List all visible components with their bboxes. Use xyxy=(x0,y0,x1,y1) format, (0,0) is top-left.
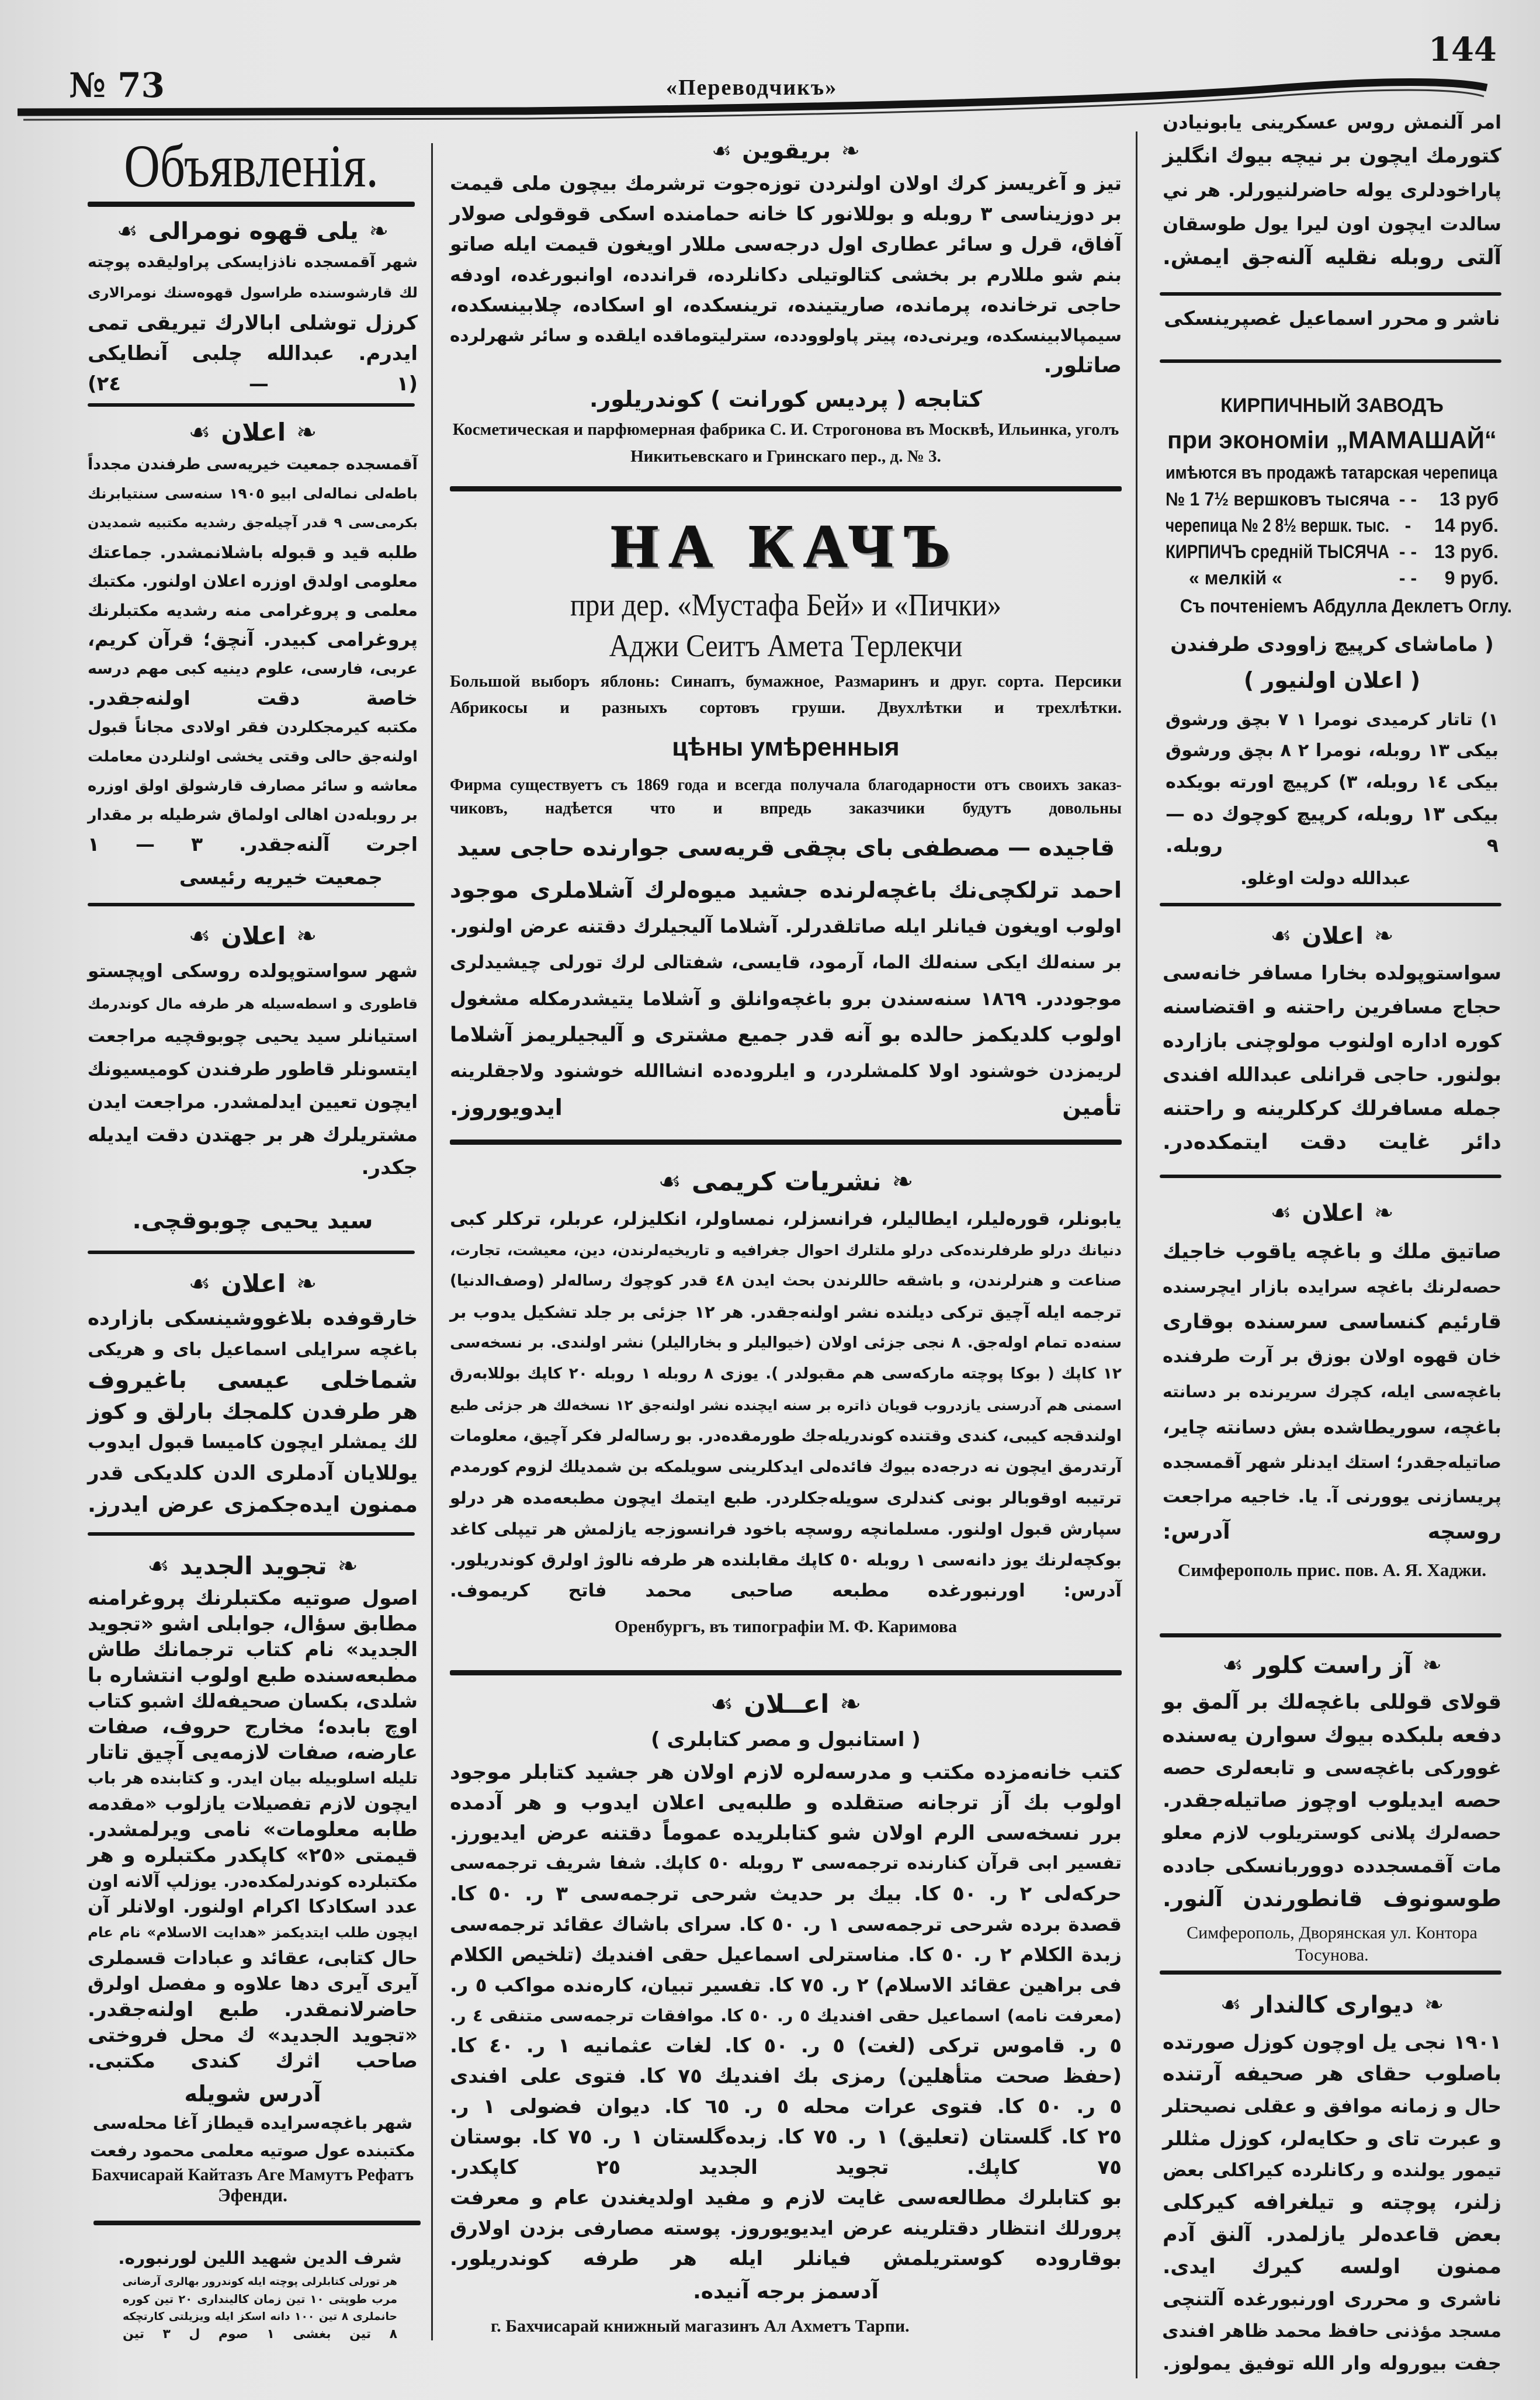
column-divider xyxy=(1136,131,1137,2378)
text-lines xyxy=(88,1585,418,2074)
text-line: ٥ ر. قاموس تركى (لغت) ٥ ر. ٥٠ كا. لغات عثمانيه ١ ر. ٤٠ كا. xyxy=(450,2034,1122,2058)
text-line: «تجويد الجديد» ك محل فروختى xyxy=(88,2024,418,2047)
text-line: مشتريلرك هر بر جهتدن دقت ايديله xyxy=(88,1124,418,1146)
text-lines xyxy=(1163,1922,1501,1966)
text-line: اولوب بك آز ترجانه صتقلده و طلبه‌يى اعلان ايدوب و هر آدمده xyxy=(450,1791,1122,1814)
text-line: (١ — ٢٤) xyxy=(88,372,418,396)
text-line: امر آلنمش روس عسكرينى يابونيادن xyxy=(1163,111,1501,133)
price-item: КИРПИЧЪ средній ТЫСЯЧА xyxy=(1166,541,1389,562)
ad-brick-factory xyxy=(1166,390,1512,896)
text-lines xyxy=(88,1303,418,1520)
text-lines xyxy=(88,2109,418,2165)
text-line: آقمسجده جمعيت خيريه‌سى طرفندن مجدداً xyxy=(88,455,418,473)
text-line: آفاق، قرل و سائر عطارى اول درجه‌سى مللار اويغون قيمت ايله صاتو xyxy=(450,233,1122,255)
ad-signature-line xyxy=(1166,591,1512,621)
text-line: اولوب اويغون فيانلر ايله صاتلقدرلر. آشلاما آليجيلرك دقتنه عرض اولنور. xyxy=(450,915,1122,937)
ad-garden-plots xyxy=(1163,1645,1501,1966)
ornament-icon: ☙ xyxy=(1270,1200,1292,1227)
ad-subheading: ( استانبول و مصر كتابلرى ) xyxy=(651,1728,921,1751)
text-line: ترتيبه اوقوبالر بونى كندلرى سويله‌جكلردر. طبع ايتمك ايچون مطبعه‌مده هر درلو xyxy=(450,1488,1122,1508)
text-line: مرب طوپتى ١٠ تين زمان كاليندارى ٢٠ تين كوره xyxy=(123,2292,398,2306)
text-line: مكتبنده عول صوتيه معلمى محمود رفعت xyxy=(90,2141,415,2160)
ornament-icon: ☙ xyxy=(188,1269,211,1298)
ornament-icon: ❧ xyxy=(296,1269,317,1298)
text-line: لك قارشوسنده طراسول قهوه‌سنك نومرالارى xyxy=(88,284,418,301)
text-line: تيز و آغريسز كرك اولان اولنردن توزه‌جوت ترشرمك بيچون ملى قيمت xyxy=(450,172,1122,195)
text-line: شهر آقمسجده ناذزايسكى پراوليقده پوچته xyxy=(88,253,418,271)
ad-heading: اعــلان xyxy=(744,1689,830,1719)
ad-estate: при экономіи „МАМАШАЙ“ xyxy=(1167,426,1497,453)
newspaper-title: «Переводчикъ» xyxy=(666,75,838,100)
price-item-cell xyxy=(1166,541,1390,563)
ad-heading: اعلان xyxy=(1302,923,1364,950)
text-line: معاشه و سائر مصارف قارشولق اولق اوزره xyxy=(88,777,418,795)
text-line: حاضرلانمقدر. طبع اولنه‌جقدر. xyxy=(88,1998,418,2021)
ad-nursery-nakach xyxy=(450,508,1122,1125)
text-line: سنه‌ده تمام اوله‌جق. ٨ نجى جزئى اولان (خيواليلر و بخاراليلر) نشر اولندى. بر نسخه‌سى xyxy=(450,1334,1122,1352)
text-line: كتب خانه‌مزده مكتب و مدرسه‌لره لازم اولان هر جشيد كتابلر موجود xyxy=(450,1761,1122,1784)
text-line: احمد ترلكچى‌نك باغچه‌لرنده جشيد ميوه‌لرك آشلاملرى موجود xyxy=(450,877,1122,903)
text-line: مطبعه‌سنده طبع اولوب انتشاره با xyxy=(88,1664,418,1687)
text-line: شهر سواستوپولده روسكى اوپچستو xyxy=(88,961,418,982)
ornament-icon: ❧ xyxy=(840,1689,862,1719)
text-line: حصه‌لرك پلانى كوستريلوب لازم معلو xyxy=(1163,1823,1501,1844)
text-line: پريسازنى يوورنى آ. يا. خاجيه مراجعت xyxy=(1163,1487,1501,1507)
divider xyxy=(1160,1175,1501,1178)
text-lines xyxy=(450,774,1122,820)
price-value: 13 руб xyxy=(1439,489,1499,510)
ornament-icon: ☙ xyxy=(658,1167,681,1197)
ad-intro: имѣются въ продажѣ татарская черепица xyxy=(1166,462,1497,483)
text-line: دائر غايت دقت ايتمكده‌در. xyxy=(1163,1130,1501,1154)
divider xyxy=(88,403,415,407)
text-line: ايدرم. عبدالله چلبى آنطايكى xyxy=(88,342,418,365)
text-line: استيانلر سيد يحيى چوبوقچيه مراجعت xyxy=(88,1026,418,1047)
text-line: شلدى، بكسان صحيفه‌لك اشبو كتاب xyxy=(87,1690,418,1712)
ad-property-sale xyxy=(1163,1192,1501,1591)
text-line: بكرمى‌سى ٩ قدر آچيله‌جق رشديه مكتبيه شمديدن xyxy=(88,515,418,531)
text-line: كرزل توشلى ابالارك تيريقى تمى xyxy=(88,311,418,335)
ad-signature: سيد يحيى چوبوقچى. xyxy=(132,1207,373,1234)
text-line: حصه‌لرنك باغچه سرايده بازار ايچرسنده xyxy=(1163,1277,1501,1297)
stamp-title: شرف الدين شهيد اللين لورنبوره. xyxy=(118,2248,402,2269)
price-row xyxy=(1166,512,1499,539)
ornament-icon: ❧ xyxy=(841,138,860,164)
text-line: بوكچه‌لرنك يوز دانه‌سى ١ روبله ٥٠ كاپك مقابلنده هر طرفه نالوژ اولرق كوندريلور. xyxy=(450,1550,1122,1570)
ornament-icon: ❧ xyxy=(296,921,317,950)
ornament-icon: ☙ xyxy=(1270,923,1292,950)
text-line: معلمى و پروغرامى منه رشديه مكتبلرنك xyxy=(88,601,418,620)
text-line: ممنون اولسه كيرك ايدى. xyxy=(1163,2255,1501,2278)
text-lines xyxy=(88,2165,418,2205)
price-row xyxy=(1166,539,1499,565)
text-line: ٧٥ كاپك. تجويد الجديد ٢٥ كاپكدر. xyxy=(450,2156,1122,2179)
price-dash: - xyxy=(1404,515,1411,536)
text-line: هر طرفدن كلمجك بارلق و كوز xyxy=(88,1399,418,1424)
prices-note: цѣны умѣренныя xyxy=(672,733,900,761)
text-line: بولنور. حاجى قرانلى عبدالله افندى xyxy=(1163,1063,1501,1086)
text-line: صاتيق ملك و باغچه ياقوب خاجيك xyxy=(1163,1240,1501,1263)
text-lines xyxy=(450,416,1122,470)
divider xyxy=(1160,1633,1501,1637)
text-line: Абрикосы и разныхъ сортовъ груши. Двухлѣтки и трехлѣтки. xyxy=(450,698,1122,717)
text-lines xyxy=(117,2273,403,2343)
text-line: ٥ ر. ٥٠ كا. فتوى عرات محله ٥ ر. ٦٥ كا. ديوان فضولى ١ ر. xyxy=(450,2095,1122,2118)
text-line: اولوب كلديكمز حالده بو آنه قدر جميع مشترى و آليجيلريمز آشلاما xyxy=(450,1023,1122,1047)
text-line: جكدر. xyxy=(361,1156,418,1179)
text-line: بيكى ١٤ روبله، ٣) كرپيچ اورته بويكده xyxy=(1166,772,1499,792)
ornament-icon: ☙ xyxy=(116,217,138,245)
ad-heading: اعلان xyxy=(221,417,286,446)
text-line: صاتيله‌جقدر؛ استك ايدنلر شهر آقمسجده xyxy=(1163,1452,1501,1472)
text-line: آلتى روبله نقليه آلنه‌جق ايمش. xyxy=(1163,245,1501,269)
text-line: قولاى قوللى باغچه‌لك بر آلمق بو xyxy=(1163,1690,1501,1714)
ad-heading: آز راست كلور xyxy=(1253,1652,1412,1679)
text-line: ايچون لازم تفصيلات يازلوب «مقدمه xyxy=(88,1793,418,1814)
ornament-icon: ❧ xyxy=(296,417,317,446)
text-line: طلبه قيد و قبوله باشلانمشدر. جماعتك xyxy=(88,542,418,562)
ad-coffee-numbers xyxy=(88,215,418,399)
text-line: Бахчисарай Кайтазъ Аге Мамутъ Рефатъ xyxy=(91,2166,414,2184)
ad-heading: اعلان xyxy=(221,1269,286,1298)
text-line: دفعه بلبكده بيوك سوارن يه‌سنده xyxy=(1162,1722,1501,1747)
text-line: ١) تاتار كرميدى نومرا ١ ٧ بچق ورشوق xyxy=(1166,709,1499,729)
text-line: باصلوب حقاى هر صحيفه آرتنده xyxy=(1163,2062,1501,2086)
text-line: هر تورلى كتابلرلى پوچته ايله كوندرور بهالرى آرضانى xyxy=(122,2276,397,2288)
divider xyxy=(1160,292,1501,296)
text-lines xyxy=(450,1204,1122,1606)
ad-arabic-heading: ( ماماشاى كرپيچ زاوودى طرفندن xyxy=(1170,633,1494,656)
ad-kharkov-bazaar xyxy=(88,1263,418,1520)
text-line: زبدة الكلام ٢ ر. ٥٠ كا. مناسترلى اسماعيل حقى افنديك (تلخيص الكلام xyxy=(450,1944,1122,1966)
text-line: پرورلك انتظار دقتلرينه عرض ايديويوروز. پوسته مصارفى بزدن اولارق xyxy=(450,2217,1122,2239)
text-line: اوچ بابده؛ مخارج حروف، صفات xyxy=(88,1715,418,1738)
ad-arabic-signature: عبدالله دولت اوغلو. xyxy=(1240,868,1411,889)
text-line: پاراخودلرى يوله حاضرلنيورلر. هر ني xyxy=(1163,179,1501,201)
text-line: حال و زمانه موافق و عقلى نصيحتلر xyxy=(1163,2095,1501,2117)
ad-karimov-publications xyxy=(450,1160,1122,1647)
price-value: 13 руб. xyxy=(1434,541,1499,562)
divider xyxy=(88,1532,415,1536)
text-line: اولندقجه كيبى، كندى وقتنده كوندريله‌جك طورمقده‌در. بو رساله‌لر فكر آچيق، معلومات xyxy=(449,1427,1122,1445)
text-lines xyxy=(1163,2026,1501,2380)
divider xyxy=(450,1140,1122,1145)
ad-intro-line xyxy=(1166,459,1499,486)
text-line: زلنر، پوچته و تيلغرافه كيركلى xyxy=(1163,2191,1501,2214)
text-line: و عبرت تاى و حكايه‌لر، كوزل مثللر xyxy=(1163,2127,1501,2150)
text-lines xyxy=(1166,704,1499,861)
divider xyxy=(450,1670,1122,1675)
price-value: 14 руб. xyxy=(1434,515,1499,536)
text-line: Большой выборъ яблонь: Синапъ, бумажное, Размаринъ и друг. сорта. Персики xyxy=(450,672,1122,691)
news-item xyxy=(1163,105,1501,275)
divider xyxy=(88,202,415,207)
text-line: لك يمشلر ايچون كاميسا قبول ايدوب xyxy=(88,1432,418,1453)
price-item-cell xyxy=(1166,489,1390,510)
text-lines xyxy=(1163,956,1501,1159)
address-heading: آدرس شويله xyxy=(184,2081,321,2107)
text-line: Фирма существуетъ съ 1869 года и всегда получала благодарности отъ своихъ заказ- xyxy=(450,776,1122,794)
text-line: باغچه‌سى ايله، كچرك سريرنده بر دسانته xyxy=(1163,1382,1501,1401)
text-line: لريمزدن خوشنود اولا كلمشلردر، و ايلروده‌ده انشاالله خوشنود ولاجقلرينه xyxy=(450,1061,1122,1082)
price-value: 9 руб. xyxy=(1444,567,1499,588)
ad-title: КИРПИЧНЫЙ ЗАВОДЪ xyxy=(1220,394,1444,417)
ad-charity-school xyxy=(88,414,418,889)
bookseller-stamp xyxy=(117,2244,403,2343)
text-line: آرتدرمق ايچون نه درجه‌ده بيوك فائده‌لى ايدكلرينى سويلمكه بن شمديلك لزوم كورمدم xyxy=(450,1458,1122,1476)
price-item-cell xyxy=(1166,567,1390,589)
text-lines xyxy=(450,168,1122,381)
ad-signature: جمعيت خيريه رئيسى xyxy=(179,866,383,889)
text-line: جمله مسافرلك كركلرينه و راحتنه xyxy=(1163,1097,1501,1120)
text-line: تيمور يولنده و ركانلرده كيراكلى بعض xyxy=(1163,2160,1501,2181)
text-line: ٨ تين بغشى ١ صوم ل ٣ تين xyxy=(123,2327,397,2342)
price-item: « мелкій « xyxy=(1189,567,1282,588)
ornament-icon: ❧ xyxy=(369,217,389,245)
text-line: بيكى ١٣ روبله، نومرا ٢ ٨ بچق ورشوق xyxy=(1166,740,1499,761)
text-line: طابه معلومات» نامى ويرلمشدر. xyxy=(88,1818,418,1841)
ad-bookshop-tarpi xyxy=(450,1686,1122,2343)
divider xyxy=(1160,903,1501,906)
ad-wall-calendar xyxy=(1163,1984,1501,2380)
printer-address: Оренбургъ, въ типографіи М. Ф. Каримова xyxy=(614,1617,958,1636)
text-line: ايچون طلب ايتديكمز «هدايت الاسلام» نام عام xyxy=(88,1924,418,1941)
text-line: ايچون تعيين ايدلمشدر. مراجعت ايدن xyxy=(88,1092,418,1113)
ad-heading: اعلان xyxy=(1302,1200,1364,1227)
text-line: خاصة دقت اولنه‌جقدر. xyxy=(88,687,418,709)
text-line: Симферополь, Дворянская ул. Контора xyxy=(1187,1923,1477,1942)
text-line: برر نسخه‌سى الرم اولان شو كتابلريده عموماً دقتنه عرض ايديورز. xyxy=(450,1821,1122,1845)
text-line: ترجمه ايله آچيق تركى ديلنده نشر اولنه‌جقدر. هر ١٢ جزئى بر جلد تشكيل يدوب بر xyxy=(450,1302,1122,1322)
price-item: № 1 7½ вершковъ тысяча xyxy=(1166,489,1389,510)
divider xyxy=(450,486,1122,491)
divider xyxy=(88,1251,415,1254)
text-line: باطه‌لى نماله‌لى ابيو ١٩٠٥ سنه‌سى سنتيابرنك xyxy=(88,485,418,502)
text-line: مكتبه كيرمجكلردن فقر اولادى مجاناً قبول xyxy=(88,718,418,736)
ad-subtitle: при дер. «Мустафа Бей» и «Пички» xyxy=(570,587,1002,622)
text-line: آدرس: اورنبورغده مطبعه صاحبى محمد فاتح كريموف. xyxy=(450,1580,1122,1601)
divider xyxy=(93,2221,421,2225)
ad-heading: يلى قهوه نومرالى xyxy=(148,217,359,245)
price-item-cell xyxy=(1166,515,1390,536)
text-line: قارئيم كنساسى سرسنده بوقارى xyxy=(1163,1310,1501,1334)
ad-title: НА КАЧЪ xyxy=(611,512,961,580)
text-line: ناشرى و محررى اورنبورغده آلتنچى xyxy=(1163,2288,1501,2310)
ornament-icon: ❧ xyxy=(1373,1200,1394,1227)
text-line: آيرى آيرى دها علاوه و مفصل اولرق xyxy=(88,1973,418,1994)
text-line: صاحب اثرك كندى مكتبى. xyxy=(88,2049,418,2073)
ad-heading: نشريات كريمى xyxy=(691,1167,882,1197)
text-line: كتورمك ايچون بر نيچه بيوك انگليز xyxy=(1163,144,1501,168)
text-line: حاجى ترخانده، پرمانده، صاريتينده، ترينسكده، او اسكاده، چلابينسكده، xyxy=(450,293,1122,316)
text-line: الجديد» نام كتاب ترجمانك طاش xyxy=(88,1638,418,1661)
text-line: اولنه‌جق حالى وقتى يخشى اولنلردن معاملت xyxy=(88,748,418,766)
text-line: قيمتى «٢٥» كاپكدر مكتبلره و هر xyxy=(88,1844,418,1867)
text-line: بر دوزيناسى ٣ روبله و بوللانور كا خانه حمامنده اسكى قوقولى صولار xyxy=(450,202,1122,225)
text-line: اجرت آلنه‌جقدر. ٣ — ١ xyxy=(88,833,418,856)
ad-arabic-lead: قاجيده — مصطفى باى بچقى قريه‌سى جوارنده حاجى سيد xyxy=(457,835,1115,861)
price-dash: - - xyxy=(1399,567,1417,588)
price-item: черепица № 2 8½ вершк. тыс. xyxy=(1166,515,1389,536)
text-line: خان قهوه اولان بوزق بر آرت طرفنده xyxy=(1163,1346,1501,1367)
text-line: чиковъ, надѣется что и впредь заказчики будутъ довольны xyxy=(450,799,1122,818)
text-line: Косметическая и парфюмерная фабрика С. И. Строгонова въ Москвѣ, Ильинка, уголъ xyxy=(452,420,1119,439)
text-line: بنم شو مللارم بر بخشى كتالوتيلى دكانلرده، قراندده، اوانبورغده، اودفه xyxy=(450,264,1122,286)
text-lines xyxy=(88,450,418,859)
text-lines xyxy=(450,1757,1122,2274)
text-line: تفسير ابى قرآن كنارنده ترجمه‌سى ٣ روبله ٥٠ كاپك. شفا شريف ترجمه‌سى xyxy=(450,1853,1122,1873)
text-line: حركه‌لى ٢ ر. ٥٠ كا. بيك بر حديث شرحى ترجمه‌سى ٣ ر. ٥٠ كا. xyxy=(450,1882,1122,1906)
text-line: Никитьевскаго и Гринскаго пер., д. № 3. xyxy=(630,447,941,466)
text-lines xyxy=(450,872,1122,1125)
ornament-icon: ☙ xyxy=(147,1551,169,1580)
text-line: باغچه سرايلى اسماعيل باى و هريكى xyxy=(88,1339,418,1360)
ad-sevastopol-shipping xyxy=(88,916,418,1234)
text-line: يوللايان آدملرى الدن كلديكى قدر xyxy=(88,1462,418,1485)
text-line: بعض قاعده‌لر يازلمدر. آلنق آدم xyxy=(1163,2223,1501,2246)
text-line: ٢٥ كا. گلستان (تعليق) ١ ر. ٧٥ كا. زبده‌گلستان ١ ر. ٧٥ كا. بوستان xyxy=(450,2125,1122,2149)
lawyer-address: Симферополь прис. пов. А. Я. Хаджи. xyxy=(1177,1560,1487,1580)
text-lines xyxy=(88,247,418,399)
ornament-icon: ☙ xyxy=(188,921,211,950)
text-line: سپارش قبول اولنور. مسلمانچه روسچه باخود فرانسوزجه يازلمش هر تيپلى كاغد xyxy=(450,1519,1122,1539)
text-lines xyxy=(1163,105,1501,275)
text-line: مسجد مؤذنى حافظ محمد ظاهر افندى xyxy=(1162,2321,1501,2342)
ad-heading: ديوارى كالندار xyxy=(1251,1992,1414,2018)
text-line: عدد اسكادكا اكرام اولنور. اولانلر آن xyxy=(88,1896,418,1917)
column-divider xyxy=(431,143,433,2340)
text-line: فى براهين عقائد الاسلام) ٢ ر. ٧٥ كا. تفسير تبيان، كاره‌نده مواكب ٥ ر. xyxy=(450,1974,1122,1996)
price-row xyxy=(1166,486,1499,512)
section-title: Объявленія. xyxy=(124,133,379,200)
text-line: ١٩٠١ نجى يل اوچون كوزل صورتده xyxy=(1163,2031,1501,2053)
text-line: غووركى باغچه‌سى و تابعه‌لرى حصه xyxy=(1163,1757,1501,1779)
text-line: سواستوپولده بخارا مسافر خانه‌سى xyxy=(1163,961,1501,984)
text-line: ٩ روبله. xyxy=(1166,834,1499,857)
ornament-icon: ☙ xyxy=(1220,1992,1241,2018)
ornament-icon: ❧ xyxy=(1424,1992,1444,2018)
text-line: قصدة برده شرحى ترجمه‌سى ١ ر. ٥٠ كا. سراى باشاك عقائد ترجمه‌سى xyxy=(450,1913,1122,1935)
text-line: معلومى اولدق اوزره اعلان اولنور. مكتبك xyxy=(88,572,418,591)
text-line: ١٢ كاپك ( بوكا پوچته ماركه‌سى هم مقبولدر ). يوزى ٨ روبله ١ روبله ٢٠ كاپك بوللابه‌رق xyxy=(450,1365,1122,1383)
text-line: كوره اداره اولنوب مولوچنى بازارده xyxy=(1163,1029,1501,1052)
text-line: دنيانك درلو طرفلرنده‌كى درلو ملتلرك احوال جغرافيه و تاريخيه‌لرندن، دين، معيشت، تجارت، xyxy=(450,1242,1122,1259)
bookshop-address: г. Бахчисарай книжный магазинъ Ал Ахметъ Тарпи. xyxy=(491,2316,910,2336)
text-lines xyxy=(1163,1686,1501,1915)
ad-estate-line xyxy=(1166,421,1499,459)
text-line: بيكى ١٣ روبله، كرپيچ كوچوك ده — xyxy=(1166,802,1499,825)
ornament-icon: ☙ xyxy=(710,1689,734,1719)
ornament-icon: ❧ xyxy=(1422,1652,1442,1679)
ad-heading: اعلان xyxy=(221,921,286,950)
ad-arabic-subheading: ( اعلان اولنيور ) xyxy=(1243,667,1421,693)
text-line: بو كتابلرك مطالعه‌سى غايت لازم و مفيد اولديغندن عام و معرفت xyxy=(450,2186,1122,2209)
ad-closing: آدسمز برجه آنيده. xyxy=(693,2280,879,2304)
ad-perfume-factory xyxy=(450,133,1122,470)
text-line: سيمپالابينسكده، ويرنى‌ده، پيتر پاولوودده، سترليتوماقده ايلقده و سائر شهرلرده xyxy=(450,325,1122,345)
ad-bukhara-inn xyxy=(1163,916,1501,1159)
text-line: مات آقمسجدده دووربانسكى جادده xyxy=(1163,1854,1501,1877)
text-line: اسمنى هم آدرسنى يازدروب قويان ذاتره بر سنه ايچنده نشر اولنه‌جق ١٢ نسخه‌لك هر جزئى طبع xyxy=(450,1397,1122,1414)
divider xyxy=(1160,1970,1501,1975)
issue-number: № 73 xyxy=(69,65,165,105)
ornament-icon: ☙ xyxy=(712,138,732,164)
text-line: جفت بيوروله وار الله توفيق يمولوز. xyxy=(1163,2352,1501,2374)
text-lines xyxy=(450,669,1122,721)
text-lines xyxy=(88,955,418,1184)
ad-heading: تجويد الجديد xyxy=(179,1551,327,1580)
divider xyxy=(1160,359,1501,363)
text-line: حجاج مسافرين راحتنه و اقتضاسنه xyxy=(1163,995,1501,1018)
ornament-icon: ❧ xyxy=(1373,923,1394,950)
text-line: پروغرامى كبيدر. آنچق؛ قرآن كريم، xyxy=(88,629,418,650)
text-line: اصول صوتيه مكتبلرنك پروغرامنه xyxy=(88,1587,418,1610)
ad-tajwid-book xyxy=(88,1546,418,2205)
text-line: صاتلور. xyxy=(1043,354,1122,378)
price-dash: - - xyxy=(1399,489,1417,510)
price-row xyxy=(1166,565,1499,591)
ad-owner: Аджи Сеитъ Амета Терлекчи xyxy=(609,628,963,663)
text-line: عربى، فارسى، علوم دينيه كبى مهم درسه xyxy=(88,660,418,678)
text-line: (معرفت نامه) اسماعيل حقى افنديك ٥ ر. ٥٠ كا. موافقات ترجمه‌سى متنقى ٤ ر. xyxy=(450,2006,1122,2025)
text-line: شماخلى عيسى باغيروف xyxy=(88,1367,418,1394)
text-line: Эфенди. xyxy=(217,2184,288,2205)
ornament-icon: ☙ xyxy=(1222,1652,1243,1679)
publisher-line: ناشر و محرر اسماعيل غصپرينسكى xyxy=(1164,307,1500,330)
text-line: بر سنه‌لك ايكى سنه‌لك الما، آرمود، قايسى، شفتالى لرك تورلى چيشيدلرى xyxy=(450,952,1122,973)
price-dash: - - xyxy=(1399,541,1417,562)
text-line: صناعت و هنرلرندن، و باشقه حاللرندن بحث ايدن ٤٨ قدر كوچوك رساله‌لر (وصف‌الدنيا) xyxy=(450,1272,1122,1290)
ornament-icon: ❧ xyxy=(337,1551,358,1580)
text-line: باغچه، سوريطاشده بش دسانته چاير، xyxy=(1163,1416,1501,1438)
text-line: خارقوفده بلاغووشينسكى بازارده xyxy=(88,1307,418,1330)
page-number: 144 xyxy=(1428,30,1497,69)
text-line: طوسونوف قانطورندن آلنور. xyxy=(1163,1886,1501,1911)
text-line: روسچه آدرس: xyxy=(1163,1520,1501,1544)
text-line: يابونلر، قوره‌ليلر، ايطاليلر، فرانسزلر، نمساولر، انكليزلر، عربلر، تركلر كبى xyxy=(450,1208,1122,1230)
text-line: حال كتابى، عقائد و عبادات قسملرى xyxy=(88,1948,418,1969)
text-line: موجوددر. ١٨٦٩ سنه‌سندن برو باغچه‌وانلق و آشلاما يتيشدرمكله مشغول xyxy=(450,988,1122,1010)
text-line: ايتسونلر قاطور طرفندن كوميسيونك xyxy=(87,1059,418,1080)
text-line: شهر باغچه‌سرايده قيطاز آغا محله‌سى xyxy=(92,2113,413,2133)
text-line: مطابق سؤال، جوابلى اشو «تجويد xyxy=(88,1612,418,1636)
text-line: حانملرى ٨ تين ١٠٠ دانه اسكز ايله ويزيلتى كارتچكه xyxy=(123,2311,398,2323)
text-line: عارضه، صفات لازمه‌يى آچيق تاتار xyxy=(88,1741,418,1764)
text-line: قاطورى و اسطه‌سيله هر طرفه مال كوندرمك xyxy=(88,995,418,1012)
ornament-icon: ❧ xyxy=(892,1167,914,1197)
text-lines xyxy=(1163,1234,1501,1550)
ornament-icon: ☙ xyxy=(188,417,211,446)
text-line: مكتبلرده كوندرلمكده‌در. يوزلپ آلانه اون xyxy=(88,1871,418,1891)
text-line: Тосунова. xyxy=(1295,1945,1369,1965)
text-line: تليله اسلوبيله بيان ايدر. و كتابنده هر باب xyxy=(88,1768,418,1788)
ad-signature: Съ почтеніемъ Абдулла Деклетъ Оглу. xyxy=(1180,595,1512,617)
text-line: بر روبله‌دن اهالى اولماق شرطيله بر مقدار xyxy=(88,806,418,824)
text-line: سالدت ايچون اون ليرا يول طوسقان xyxy=(1163,213,1501,235)
text-line: حصه ايديلوب اوچوز صاتيله‌جقدر. xyxy=(1163,1788,1501,1812)
text-line: ممنون ايده‌جكمزى عرض ايدرز. xyxy=(88,1492,418,1517)
text-line: (حفظ صحت متأهلين) رمزى بك افنديك ٧٥ كا. فتوى على افندى xyxy=(450,2065,1122,2088)
divider xyxy=(88,903,415,906)
text-line: تأمين ايدويوروز. xyxy=(450,1095,1122,1120)
ad-heading: بريقوين xyxy=(742,138,831,164)
catalog-note: كتابجه ( پرديس كورانت ) كوندريلور. xyxy=(589,386,983,412)
text-line: بوقاروده كوستريلمش فيانلر ايله هر طرفه كوندريلور. xyxy=(450,2247,1122,2270)
